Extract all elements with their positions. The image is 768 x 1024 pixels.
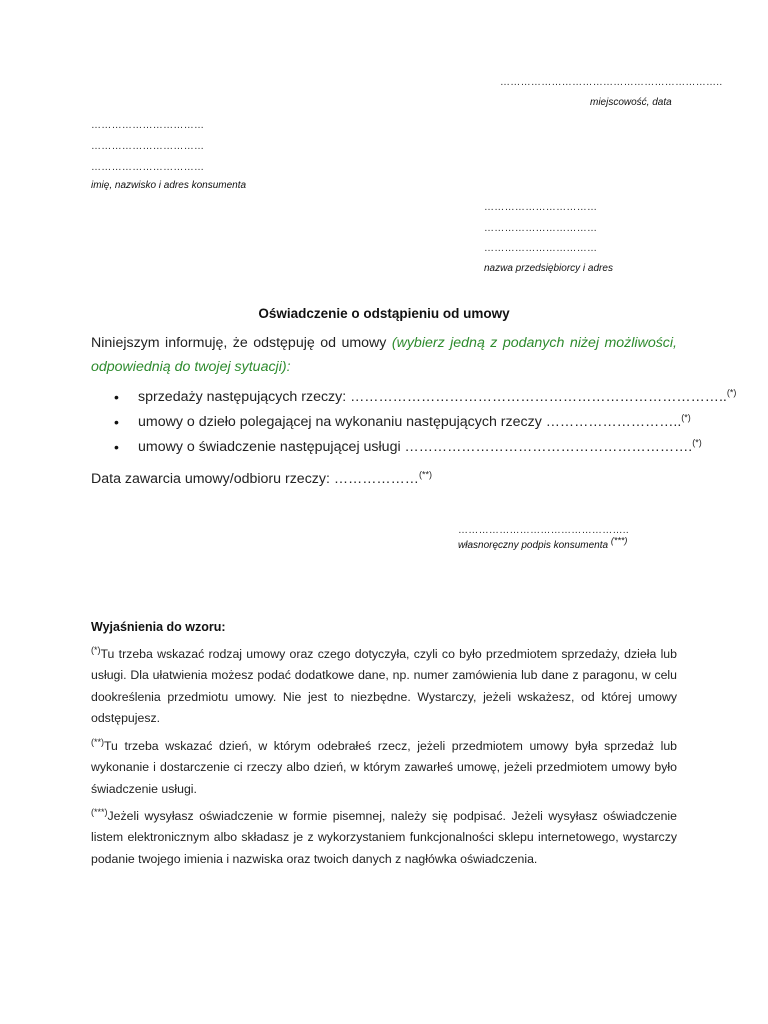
explanation-2 bbox=[91, 736, 677, 800]
bullet-dot: • bbox=[114, 389, 119, 405]
contract-date-text: Data zawarcia umowy/odbioru rzeczy: ……………… bbox=[91, 471, 419, 487]
footnote-mark: (*) bbox=[726, 387, 737, 398]
footnote-mark: (*) bbox=[91, 644, 101, 655]
bullet-item-3-text: umowy o świadczenie następującej usługi ……………………………………………………. bbox=[138, 439, 693, 455]
business-line-3: …………………………… bbox=[484, 243, 598, 254]
bullet-item-1-text: sprzedaży następujących rzeczy: …………………………………………………………………….. bbox=[138, 389, 727, 405]
footnote-mark: (**) bbox=[91, 736, 104, 747]
bullet-item-2 bbox=[138, 414, 691, 430]
explanation-1 bbox=[91, 644, 677, 729]
footnote-mark: (***) bbox=[91, 806, 108, 817]
intro-line-1 bbox=[91, 335, 677, 351]
bullet-dot: • bbox=[114, 439, 119, 455]
page-title: Oświadczenie o odstąpieniu od umowy bbox=[258, 306, 510, 321]
explanations-heading: Wyjaśnienia do wzoru: bbox=[91, 620, 226, 634]
bullet-item-3 bbox=[138, 439, 702, 455]
place-date-line: ……………………………………………………….. bbox=[500, 77, 723, 88]
consumer-line-2: …………………………… bbox=[91, 141, 205, 152]
business-line-1: …………………………… bbox=[484, 202, 598, 213]
footnote-mark: (*) bbox=[681, 412, 691, 423]
consumer-label: imię, nazwisko i adres konsumenta bbox=[91, 180, 247, 191]
signature-label bbox=[458, 535, 628, 551]
explanation-1-text: Tu trzeba wskazać rodzaj umowy oraz czego dotyczyła, czyli co było przedmiotem sprzedaży, dzieła lub usługi. Dla ułatwienia możesz podać dodatkowe dane, np. numer zamówienia lub dane z paragonu, w celu dookreślenia przedmiotu umowy. Nie jest to niezbędne. Wystarczy, jeżeli wskażesz, od której umowy odstępujesz. bbox=[91, 647, 677, 725]
intro-text: Niniejszym informuję, że odstępuję od umowy bbox=[91, 335, 387, 351]
consumer-line-1: …………………………… bbox=[91, 120, 205, 131]
footnote-mark: (***) bbox=[610, 535, 628, 546]
consumer-line-3: …………………………… bbox=[91, 162, 205, 173]
bullet-item-1 bbox=[138, 389, 736, 405]
bullet-dot: • bbox=[114, 414, 119, 430]
footnote-mark: (**) bbox=[418, 469, 432, 480]
intro-instruction-2: odpowiednią do twojej sytuacji): bbox=[91, 359, 291, 375]
explanation-2-text: Tu trzeba wskazać dzień, w którym odebrałeś rzecz, jeżeli przedmiotem umowy była sprzedaż lub wykonanie i dostarczenie ci rzeczy albo dzień, w którym zawarłeś umowę, jeżeli przedmiotem umowy było świadczenie usługi. bbox=[91, 739, 677, 796]
explanation-3 bbox=[91, 806, 677, 870]
signature-line: ………………………………………….. bbox=[458, 525, 629, 536]
signature-label-text: własnoręczny podpis konsumenta bbox=[458, 540, 609, 551]
intro-instruction: (wybierz jedną z podanych niżej możliwości, bbox=[391, 335, 677, 351]
business-line-2: …………………………… bbox=[484, 223, 598, 234]
contract-date bbox=[91, 471, 432, 487]
business-label: nazwa przedsiębiorcy i adres bbox=[484, 263, 613, 274]
footnote-mark: (*) bbox=[692, 437, 702, 448]
explanation-3-text: Jeżeli wysyłasz oświadczenie w formie pisemnej, należy się podpisać. Jeżeli wysyłasz oświadczenie listem elektronicznym albo składasz je z wykorzystaniem funkcjonalności sklepu internetowego, wystarczy podanie twojego imienia i nazwiska oraz twoich danych z nagłówka oświadczenia. bbox=[91, 809, 677, 866]
bullet-item-2-text: umowy o dzieło polegającej na wykonaniu następujących rzeczy ……………………….. bbox=[138, 414, 682, 430]
place-date-label: miejscowość, data bbox=[590, 97, 672, 108]
